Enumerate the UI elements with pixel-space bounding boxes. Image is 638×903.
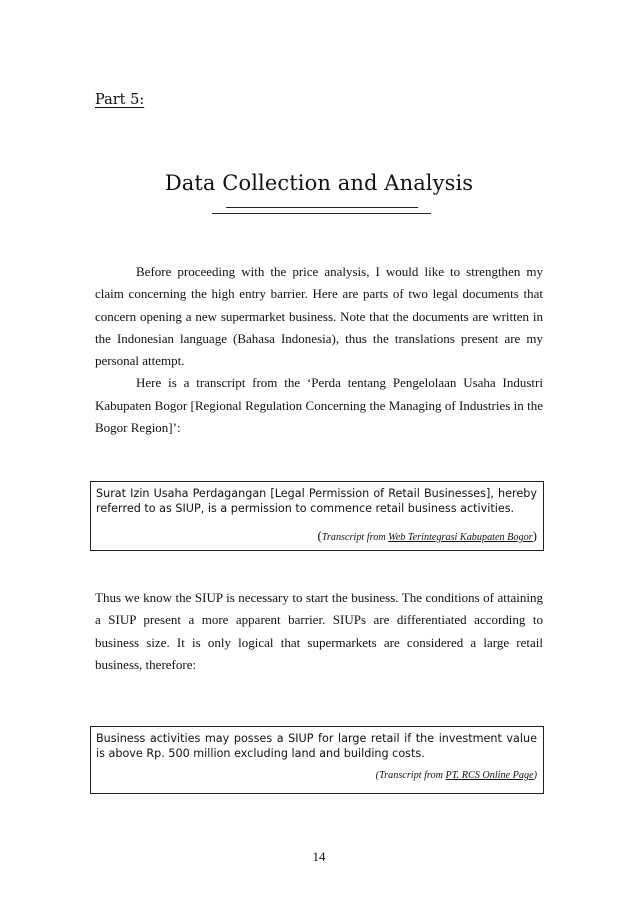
citation-prefix: Transcript from bbox=[379, 770, 446, 781]
paragraph-siup: Thus we know the SIUP is necessary to start the business. The conditions of attaining a SIUP present a more apparent barrier. SIUPs are differentiated according to business size. It is only logical that supermarkets are considered a large retail business, therefore: bbox=[95, 590, 543, 672]
page-title: Data Collection and Analysis bbox=[164, 171, 474, 195]
quote-text: Business activities may posses a SIUP for large retail if the investment value is above Rp. 500 million excluding land and building costs. bbox=[96, 732, 537, 760]
quote-box-siup-definition bbox=[90, 481, 544, 551]
paragraph-intro: Before proceeding with the price analysis, I would like to strengthen my claim concerning the high entry barrier. Here are parts of two legal documents that concern opening a new supermarket business. Note that the documents are written in the Indonesian language (Bahasa Indonesia), thus the translations present are my personal attempt. bbox=[95, 264, 543, 369]
citation-link[interactable]: Web Terintegrasi Kabupaten Bogor bbox=[388, 532, 533, 543]
intro-paragraphs bbox=[95, 261, 543, 439]
paragraph-transcript-intro: Here is a transcript from the ‘Perda tentang Pengelolaan Usaha Industri Kabupaten Bogor [Regional Regulation Concerning the Managing of Industries in the Bogor Region]’: bbox=[95, 375, 543, 436]
title-underline-short bbox=[226, 207, 418, 208]
title-underline-long bbox=[212, 213, 431, 214]
part-label: Part 5: bbox=[95, 92, 145, 108]
citation-prefix: Transcript from bbox=[321, 532, 389, 543]
citation: (Transcript from PT. RCS Online Page) bbox=[375, 770, 537, 781]
quote-box-large-retail bbox=[90, 726, 544, 794]
page-number: 14 bbox=[312, 849, 326, 864]
quote-text: Surat Izin Usaha Perdagangan [Legal Permission of Retail Businesses], hereby referred to as SIUP, is a permission to commence retail business activities. bbox=[96, 487, 537, 515]
citation-link[interactable]: PT. RCS Online Page bbox=[445, 770, 534, 781]
siup-paragraph-container bbox=[95, 587, 543, 676]
citation: (Transcript from Web Terintegrasi Kabupaten Bogor) bbox=[317, 528, 537, 543]
